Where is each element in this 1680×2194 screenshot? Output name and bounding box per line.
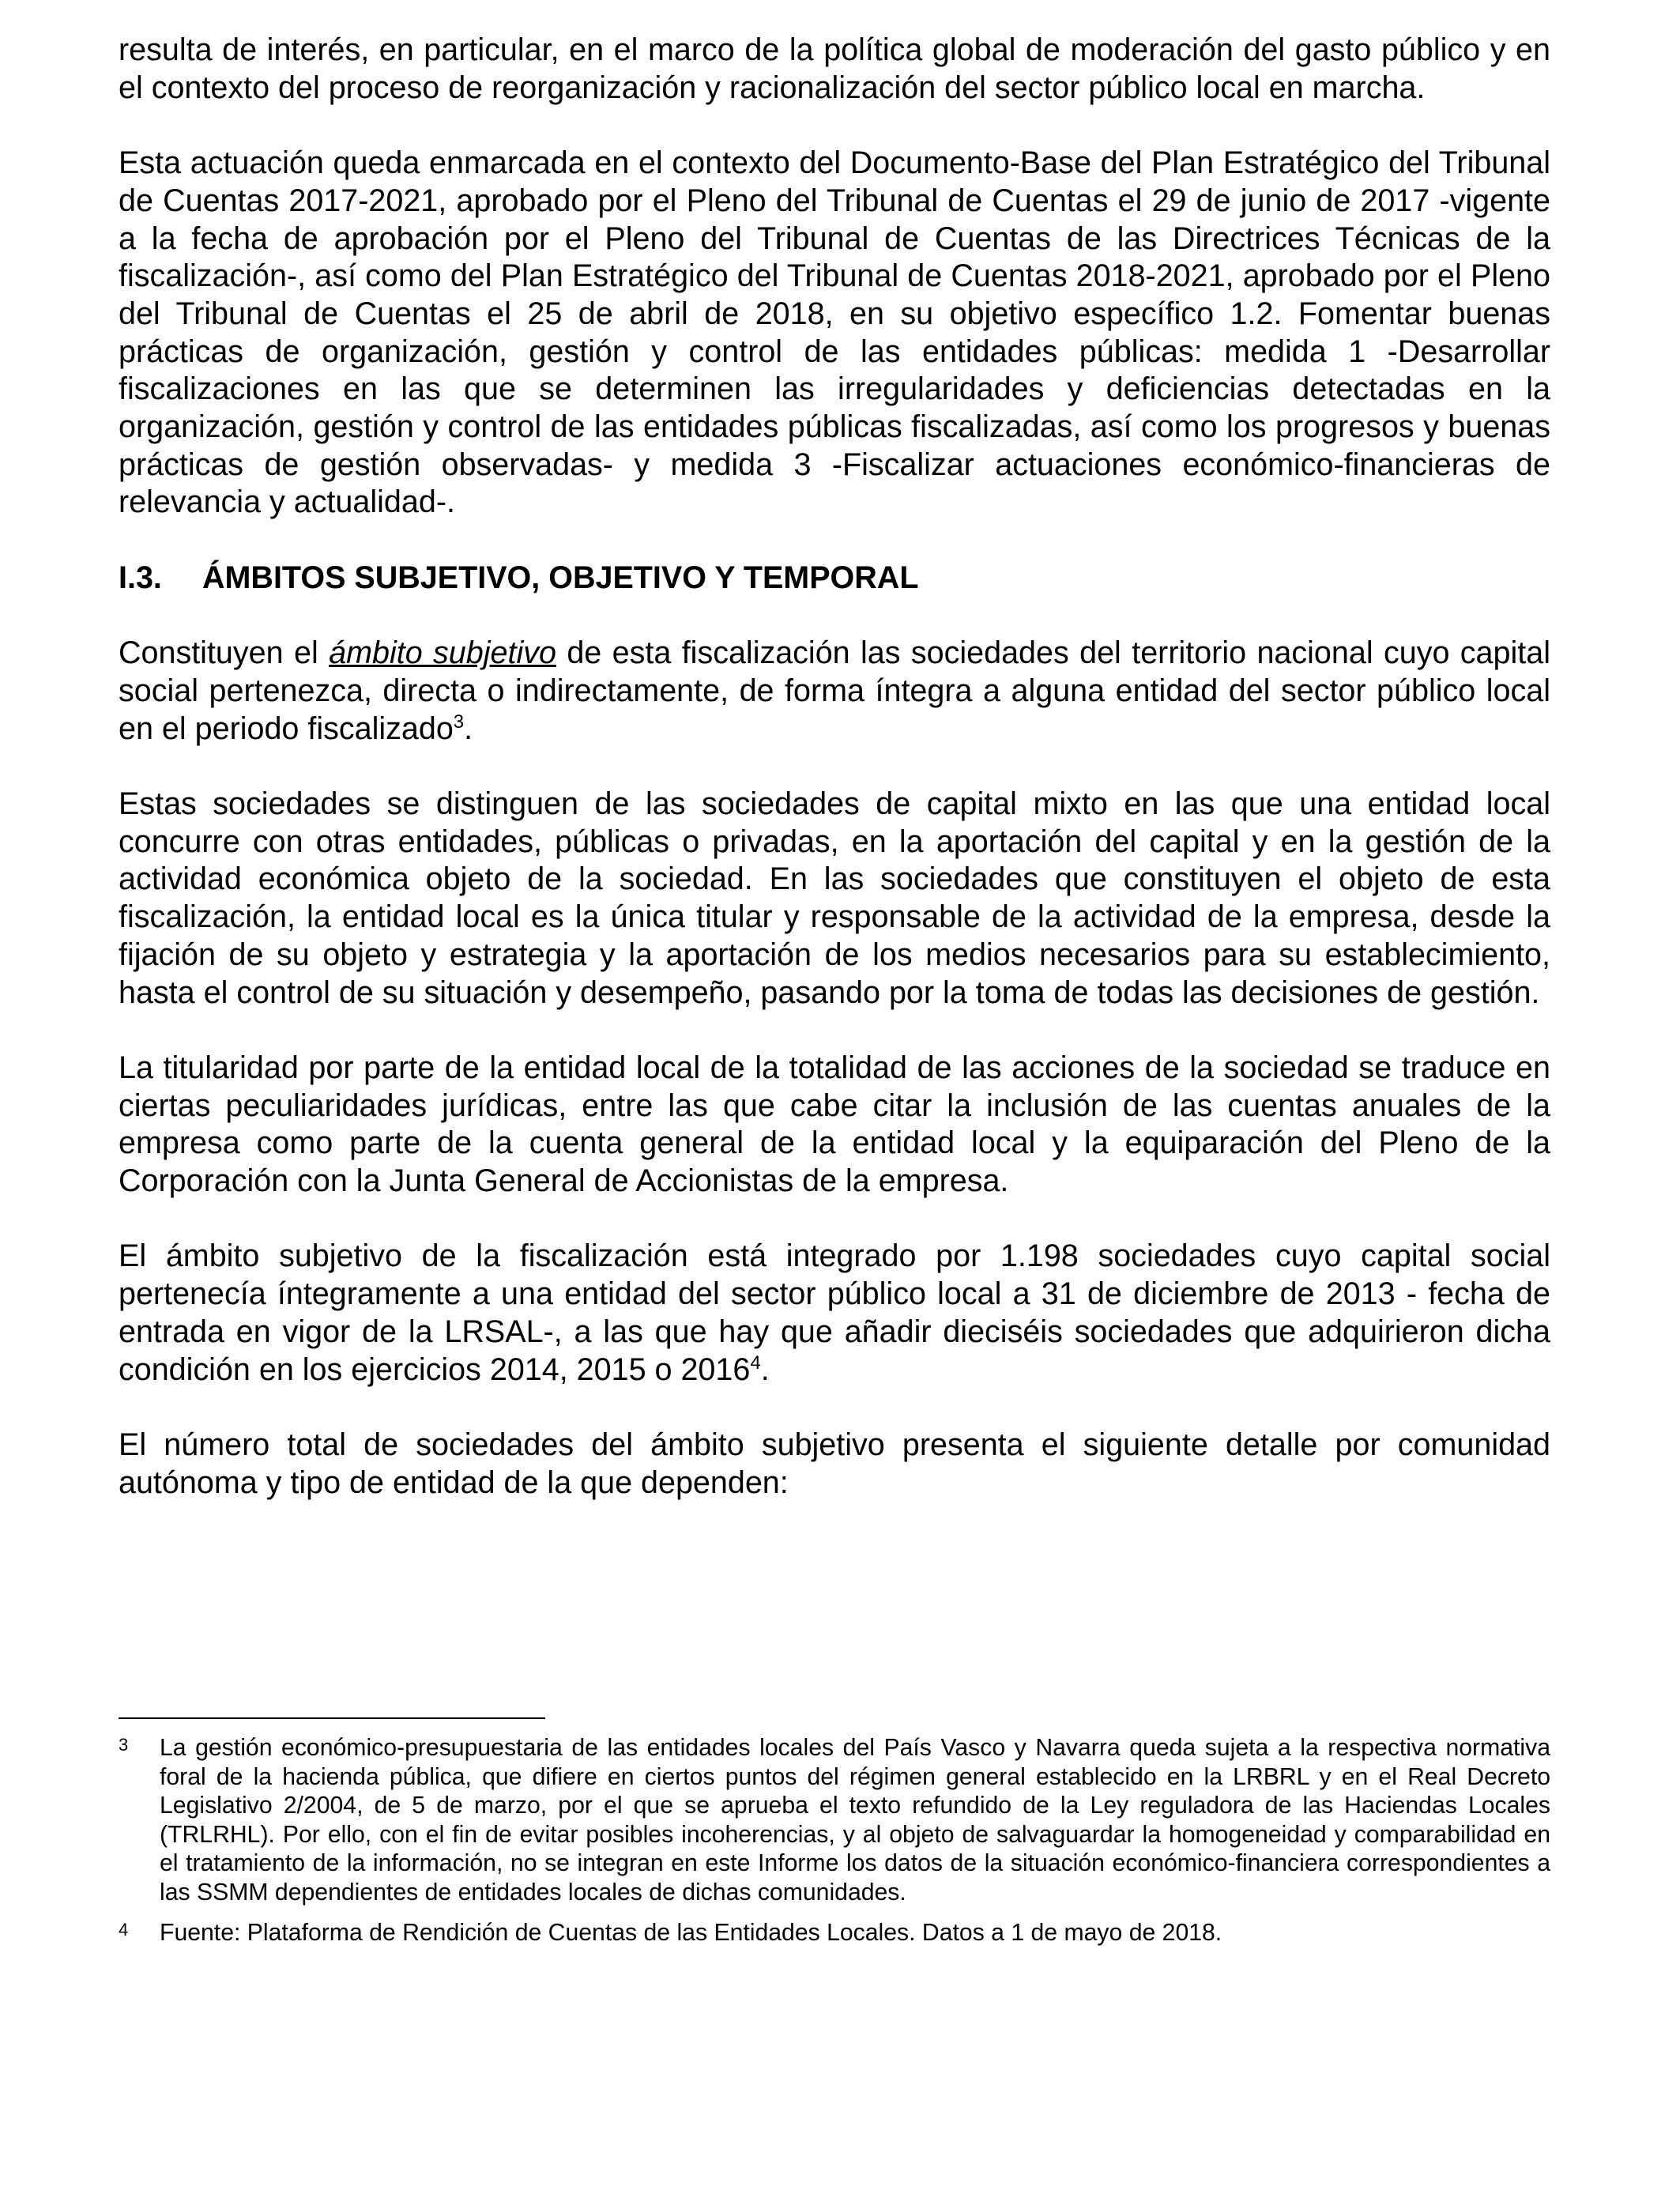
section-title: ÁMBITOS SUBJETIVO, OBJETIVO Y TEMPORAL <box>202 560 919 595</box>
paragraph-strategic-plan: Esta actuación queda enmarcada en el contexto del Documento-Base del Plan Estratégico del Tribunal de Cuentas 2017-2021, aprobado por el Pleno del Tribunal de Cuentas el 29 de junio de 2017 -vigente a la fecha de aprobación por el Pleno del Tribunal de Cuentas de las Directrices Técnicas de la fiscalización-, así como del Plan Estratégico del Tribunal de Cuentas 2018-2021, aprobado por el Pleno del Tribunal de Cuentas el 25 de abril de 2018, en su objetivo específico 1.2. Fomentar buenas prácticas de organización, gestión y control de las entidades públicas: medida 1 -Desarrollar fiscalizaciones en las que se determinen las irregularidades y deficiencias detectadas en la organización, gestión y control de las entidades públicas fiscalizadas, así como los progresos y buenas prácticas de gestión observadas- y medida 3 -Fiscalizar actuaciones económico-financieras de relevancia y actualidad-. <box>119 145 1550 520</box>
footnote-text: La gestión económico-presupuestaria de las entidades locales del País Vasco y Navarra queda sujeta a la respectiva normativa foral de la hacienda pública, que difiere en ciertos puntos del régimen general establecido en la LRBRL y en el Real Decreto Legislativo 2/2004, de 5 de marzo, por el que se aprueba el texto refundido de la Ley reguladora de las Haciendas Locales (TRLRHL). Por ello, con el fin de evitar posibles incoherencias, y al objeto de salvaguardar la homogeneidad y comparabilidad en el tratamiento de la información, no se integran en este Informe los datos de la situación económico-financiera correspondientes a las SSMM dependientes de entidades locales de dichas comunidades. <box>160 1735 1550 1906</box>
paragraph-text: de esta fiscalización las sociedades del territorio nacional cuyo capital social pertenezca, directa o indirectamente, de forma íntegra a alguna entidad del sector público local en el periodo fiscalizado <box>119 635 1550 746</box>
paragraph-text: . <box>464 711 473 746</box>
footnote <box>119 1734 1550 1908</box>
footnote-number: 4 <box>119 1919 129 1940</box>
section-heading <box>119 560 1550 598</box>
paragraph-text: . <box>760 1351 770 1387</box>
footnote <box>119 1919 1550 1948</box>
footnote-text: Fuente: Plataforma de Rendición de Cuentas de las Entidades Locales. Datos a 1 de mayo de 2018. <box>160 1919 1222 1946</box>
section-number: I.3. <box>119 560 162 595</box>
paragraph-context-continuation: resulta de interés, en particular, en el marco de la política global de moderación del gasto público y en el contexto del proceso de reorganización y racionalización del sector público local en marcha. <box>119 32 1550 105</box>
footnotes <box>119 1734 1550 1947</box>
paragraph-mixed-capital: Estas sociedades se distinguen de las sociedades de capital mixto en las que una entidad local concurre con otras entidades, públicas o privadas, en la aportación del capital y en la gestión de la actividad económica objeto de la sociedad. En las sociedades que constituyen el objeto de esta fiscalización, la entidad local es la única titular y responsable de la actividad de la empresa, desde la fijación de su objeto y estrategia y la aportación de los medios necesarios para su establecimiento, hasta el control de su situación y desempeño, pasando por la toma de todas las decisiones de gestión. <box>119 786 1550 1010</box>
paragraph-ownership: La titularidad por parte de la entidad local de la totalidad de las acciones de la sociedad se traduce en ciertas peculiaridades jurídicas, entre las que cabe citar la inclusión de las cuentas anuales de la empresa como parte de la cuenta general de la entidad local y la equiparación del Pleno de la Corporación con la Junta General de Accionistas de la empresa. <box>119 1050 1550 1199</box>
paragraph-table-intro: El número total de sociedades del ámbito subjetivo presenta el siguiente detalle por comunidad autónoma y tipo de entidad de la que dependen: <box>119 1427 1550 1500</box>
paragraph-text: Constituyen el <box>119 635 330 671</box>
footnote-separator <box>119 1717 545 1719</box>
footnote-number: 3 <box>119 1735 129 1755</box>
paragraph-subjective-scope <box>119 635 1550 748</box>
footnote-reference[interactable]: 4 <box>750 1351 761 1374</box>
paragraph-text: El ámbito subjetivo de la fiscalización está integrado por 1.198 sociedades cuyo capital social pertenecía íntegramente a una entidad del sector público local a 31 de diciembre de 2013 - fecha de entrada en vigor de la LRSAL-, a las que hay que añadir dieciséis sociedades que adquirieron dicha condición en los ejercicios 2014, 2015 o 2016 <box>119 1238 1550 1387</box>
footnote-reference[interactable]: 3 <box>453 711 465 733</box>
paragraph-company-count <box>119 1238 1550 1389</box>
emphasized-term: ámbito subjetivo <box>329 635 556 671</box>
document-body <box>119 32 1550 1502</box>
